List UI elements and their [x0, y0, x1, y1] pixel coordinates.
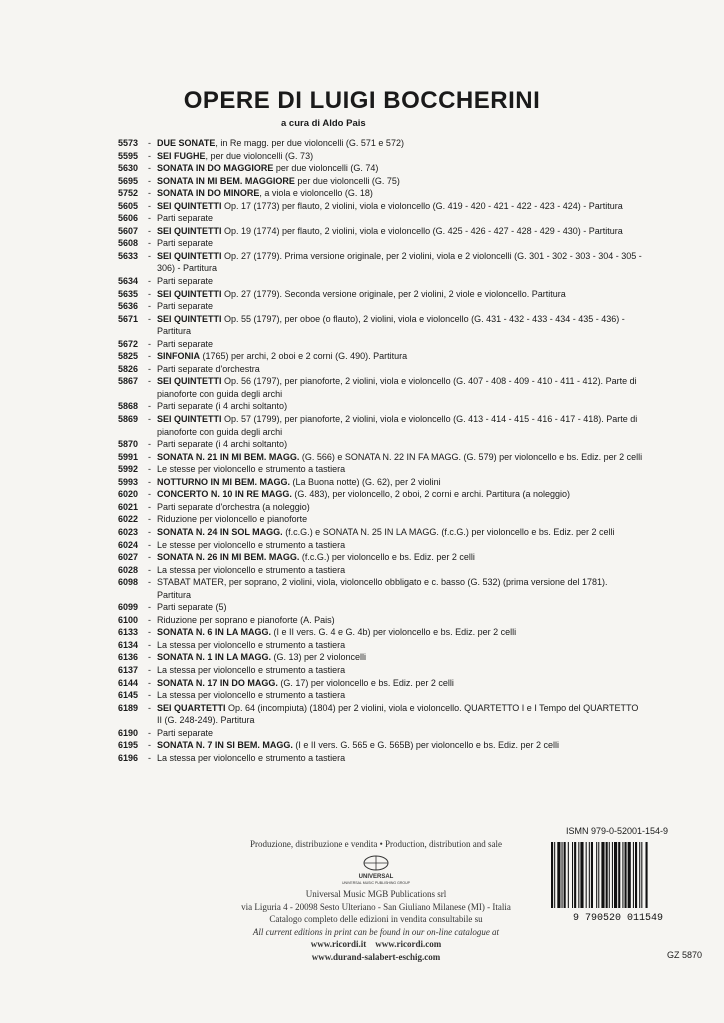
- entry-number: 6190: [118, 727, 139, 738]
- entry-number: 5870: [118, 439, 139, 450]
- footer-catalog-en: All current editions in print can be found in our on-line catalogue at: [252, 926, 500, 937]
- entry-title: SEI QUINTETTI: [157, 313, 222, 324]
- entry-title: SONATA N. 17 IN DO MAGG.: [157, 677, 278, 688]
- entry-description: [157, 438, 643, 451]
- entry-details: Parti separate: [157, 238, 214, 249]
- entry-details: Parti separate: [157, 276, 214, 287]
- entry-number: 6144: [118, 677, 139, 688]
- entry-description: [157, 225, 643, 238]
- entry-title: SEI QUINTETTI: [157, 376, 222, 387]
- entry-description: [157, 150, 643, 163]
- entry-number: 5633: [118, 250, 139, 261]
- entry-details: Parti separate: [157, 301, 214, 312]
- footer-distribution-line: Produzione, distribuzione e vendita • Production, distribution and sale: [249, 839, 503, 849]
- entry-number: 6195: [118, 740, 139, 751]
- catalog-entry: [118, 539, 643, 552]
- ismn-label: ISMN 979-0-52001-154-9: [565, 826, 669, 836]
- catalog-entry: [118, 225, 643, 238]
- entry-dash: -: [148, 363, 151, 374]
- catalog-entry: [118, 689, 643, 702]
- logo-subtext: UNIVERSAL MUSIC PUBLISHING GROUP: [342, 881, 410, 885]
- catalog-entry: [118, 614, 643, 627]
- entry-details: Parti separate (i 4 archi soltanto): [157, 401, 288, 412]
- entry-details: La stessa per violoncello e strumento a tastiera: [157, 664, 346, 675]
- entry-number: 6189: [118, 702, 139, 713]
- entry-description: [157, 651, 643, 664]
- catalog-entry: [118, 463, 643, 476]
- web-link-ricordi-it[interactable]: www.ricordi.it: [310, 939, 367, 949]
- entry-dash: -: [148, 138, 151, 148]
- entry-dash: -: [148, 526, 151, 537]
- entry-dash: -: [148, 276, 151, 287]
- entry-dash: -: [148, 213, 151, 224]
- entry-details: (f.c.G.) e SONATA N. 25 IN LA MAGG. (f.c.G.) per violoncello e bs. Ediz. per 2 celli: [282, 526, 615, 537]
- entry-dash: -: [148, 614, 151, 625]
- entry-title: SEI QUINTETTI: [157, 414, 222, 425]
- entry-description: [157, 564, 643, 577]
- entry-dash: -: [148, 288, 151, 299]
- entry-details: Parti separate d'orchestra: [157, 363, 260, 374]
- catalog-entry: [118, 488, 643, 501]
- entry-dash: -: [148, 664, 151, 675]
- entry-details: Parti separate (5): [157, 602, 227, 613]
- entry-number: 6099: [118, 602, 139, 613]
- entry-dash: -: [148, 376, 151, 387]
- entry-details: per due violoncelli (G. 74): [273, 163, 379, 174]
- entry-description: [157, 752, 643, 765]
- entry-details: Op. 57 (1799), per pianoforte, 2 violini, viola e violoncello (G. 413 - 414 - 415 - 416 - 417 - 418). Parte di pianoforte con guida degli archi: [157, 414, 638, 437]
- entry-description: [157, 576, 643, 601]
- entry-details: Op. 64 (incompiuta) (1804) per 2 violini, viola e violoncello. QUARTETTO I e I Tempo del QUARTETTO II (G. 248-249). Partitura: [157, 702, 639, 726]
- entry-details: Op. 56 (1797), per pianoforte, 2 violini, viola e violoncello (G. 407 - 408 - 409 - 410 - 411 - 412). Parte di pianoforte con guida degli archi: [157, 376, 637, 399]
- entry-number: 5869: [118, 414, 139, 425]
- entry-description: [157, 350, 643, 363]
- entry-description: [157, 677, 643, 690]
- entry-number: 5607: [118, 225, 139, 236]
- catalog-entry: [118, 639, 643, 652]
- entry-description: [157, 162, 643, 175]
- entry-description: [157, 739, 643, 752]
- catalog-entry: [118, 651, 643, 664]
- entry-description: [157, 250, 643, 275]
- entry-dash: -: [148, 200, 151, 211]
- entry-number: 5608: [118, 238, 139, 249]
- entry-dash: -: [148, 414, 151, 425]
- entry-number: 5992: [118, 464, 139, 475]
- entry-title: SONATA N. 6 IN LA MAGG.: [157, 627, 271, 638]
- entry-title: SEI QUINTETTI: [157, 250, 222, 261]
- catalog-entry: [118, 237, 643, 250]
- catalog-entry: [118, 150, 643, 163]
- entry-details: La stessa per violoncello e strumento a tastiera: [157, 752, 346, 763]
- entry-details: Op. 17 (1773) per flauto, 2 violini, viola e violoncello (G. 419 - 420 - 421 - 422 - 423 - 424) - Partitura: [221, 200, 623, 211]
- catalog-entry: [118, 350, 643, 363]
- entry-details: Le stesse per violoncello e strumento a tastiera: [157, 464, 346, 475]
- entry-description: [157, 639, 643, 652]
- entry-description: [157, 338, 643, 351]
- catalog-entry: [118, 413, 643, 438]
- catalog-entry: [118, 601, 643, 614]
- entry-title: SEI QUINTETTI: [157, 225, 222, 236]
- entry-description: [157, 300, 643, 313]
- entry-description: [157, 689, 643, 702]
- entry-details: Op. 27 (1779). Prima versione originale, per 2 violini, viola e 2 violoncelli (G. 301 - 302 - 303 - 304 - 305 - 306) - Partitura: [157, 250, 642, 274]
- catalog-entry: [118, 363, 643, 376]
- entry-number: 5636: [118, 301, 139, 312]
- catalog-entry: [118, 175, 643, 188]
- entry-dash: -: [148, 338, 151, 349]
- catalog-entry: [118, 564, 643, 577]
- entry-number: 5825: [118, 351, 139, 362]
- catalog-entry: [118, 526, 643, 539]
- entry-description: [157, 237, 643, 250]
- catalog-entry: [118, 626, 643, 639]
- entry-details: Le stesse per violoncello e strumento a tastiera: [157, 539, 346, 550]
- entry-number: 6024: [118, 539, 139, 550]
- entry-dash: -: [148, 175, 151, 186]
- barcode: [549, 842, 687, 922]
- entry-dash: -: [148, 702, 151, 713]
- entry-details: La stessa per violoncello e strumento a tastiera: [157, 639, 346, 650]
- logo-text: UNIVERSAL: [358, 874, 394, 880]
- entry-description: [157, 488, 643, 501]
- catalog-entry: [118, 200, 643, 213]
- entry-description: [157, 313, 643, 338]
- entry-number: 6023: [118, 526, 139, 537]
- entry-number: 5630: [118, 163, 139, 174]
- web-link-ricordi-com[interactable]: www.ricordi.com: [375, 939, 442, 949]
- entry-title: SONATA N. 26 IN MI BEM. MAGG.: [157, 552, 300, 563]
- entry-description: [157, 501, 643, 514]
- catalog-entry: [118, 513, 643, 526]
- entry-dash: -: [148, 627, 151, 638]
- catalog-entry: [118, 551, 643, 564]
- entry-dash: -: [148, 451, 151, 462]
- entry-dash: -: [148, 150, 151, 161]
- entry-title: SONATA N. 21 IN MI BEM. MAGG.: [157, 451, 300, 462]
- entry-dash: -: [148, 514, 151, 525]
- entry-description: [157, 539, 643, 552]
- entry-dash: -: [148, 489, 151, 500]
- entry-title: SINFONIA: [157, 351, 201, 362]
- catalog-entry: [118, 137, 643, 150]
- footer-websites: [210, 938, 542, 951]
- entry-number: 5695: [118, 175, 139, 186]
- entry-description: [157, 614, 643, 627]
- entry-title: NOTTURNO IN MI BEM. MAGG.: [157, 476, 290, 487]
- entry-description: [157, 664, 643, 677]
- entry-number: 5606: [118, 213, 139, 224]
- entry-description: [157, 137, 643, 150]
- entry-number: 6137: [118, 664, 139, 675]
- footer-company: Universal Music MGB Publications srl: [305, 889, 447, 899]
- entry-number: 6145: [118, 690, 139, 701]
- entry-details: (G. 483), per violoncello, 2 oboi, 2 corni e archi. Partitura (a noleggio): [291, 489, 571, 500]
- page-title: OPERE DI LUIGI BOCCHERINI: [183, 87, 541, 114]
- catalog-entry: [118, 338, 643, 351]
- entry-dash: -: [148, 652, 151, 663]
- entry-details: Riduzione per soprano e pianoforte (A. Pais): [157, 614, 335, 625]
- entry-details: Op. 55 (1797), per oboe (o flauto), 2 violini, viola e violoncello (G. 431 - 432 - 433 - 434 - 435 - 436) - Partitura: [157, 313, 625, 337]
- catalog-entry: [118, 677, 643, 690]
- entry-description: [157, 551, 643, 564]
- entry-description: [157, 451, 643, 464]
- page-subtitle: a cura di Aldo Pais: [281, 118, 366, 129]
- globe-icon: [362, 853, 390, 871]
- entry-number: 6136: [118, 652, 139, 663]
- entry-dash: -: [148, 464, 151, 475]
- catalog-entry: [118, 501, 643, 514]
- footer-catalog-it: Catalogo completo delle edizioni in vendita consultabile su: [269, 914, 483, 924]
- entry-description: [157, 175, 643, 188]
- entry-number: 5826: [118, 363, 139, 374]
- entry-description: [157, 187, 643, 200]
- catalog-entry: [118, 451, 643, 464]
- catalog-entry: [118, 739, 643, 752]
- entry-dash: -: [148, 476, 151, 487]
- entry-dash: -: [148, 690, 151, 701]
- entry-dash: -: [148, 401, 151, 412]
- entry-number: 6133: [118, 627, 139, 638]
- entry-description: [157, 476, 643, 489]
- web-link-durand[interactable]: www.durand-salabert-eschig.com: [311, 951, 441, 962]
- entry-details: Op. 19 (1774) per flauto, 2 violini, viola e violoncello (G. 425 - 426 - 427 - 428 - 429 - 430) - Partitura: [221, 225, 623, 236]
- entry-dash: -: [148, 752, 151, 763]
- catalog-entry: [118, 187, 643, 200]
- entry-number: 5672: [118, 338, 139, 349]
- entry-dash: -: [148, 313, 151, 324]
- entry-description: [157, 400, 643, 413]
- catalog-entry: [118, 476, 643, 489]
- footer-address: via Liguria 4 - 20098 Sesto Ulteriano - San Giuliano Milanese (MI) - Italia: [241, 901, 511, 912]
- universal-logo: [336, 853, 416, 887]
- catalog-list: [118, 137, 643, 764]
- entry-details: Op. 27 (1779). Seconda versione originale, per 2 violini, 2 viole e violoncello. Partitura: [221, 288, 566, 299]
- catalog-entry: [118, 313, 643, 338]
- entry-description: [157, 513, 643, 526]
- entry-dash: -: [148, 577, 151, 588]
- entry-number: 5671: [118, 313, 139, 324]
- entry-details: , a viola e violoncello (G. 18): [259, 188, 373, 199]
- entry-dash: -: [148, 163, 151, 174]
- entry-description: [157, 413, 643, 438]
- entry-dash: -: [148, 301, 151, 312]
- entry-title: SEI QUINTETTI: [157, 288, 222, 299]
- entry-details: Parti separate: [157, 727, 214, 738]
- entry-number: 5991: [118, 451, 139, 462]
- entry-description: [157, 526, 643, 539]
- entry-title: SONATA IN DO MAGGIORE: [157, 163, 274, 174]
- entry-number: 5573: [118, 138, 139, 148]
- entry-dash: -: [148, 250, 151, 261]
- entry-description: [157, 727, 643, 740]
- entry-dash: -: [148, 439, 151, 450]
- catalog-entry: [118, 752, 643, 765]
- entry-dash: -: [148, 225, 151, 236]
- entry-title: SONATA IN MI BEM. MAGGIORE: [157, 175, 295, 186]
- entry-dash: -: [148, 564, 151, 575]
- entry-description: [157, 288, 643, 301]
- entry-details: Parti separate d'orchestra (a noleggio): [157, 501, 310, 512]
- entry-dash: -: [148, 539, 151, 550]
- entry-number: 5595: [118, 150, 139, 161]
- entry-number: 5867: [118, 376, 139, 387]
- entry-dash: -: [148, 639, 151, 650]
- entry-details: (1765) per archi, 2 oboi e 2 corni (G. 490). Partitura: [200, 351, 408, 362]
- catalog-entry: [118, 702, 643, 727]
- entry-details: (G. 566) e SONATA N. 22 IN FA MAGG. (G. 579) per violoncello e bs. Ediz. per 2 celli: [299, 451, 643, 462]
- entry-dash: -: [148, 501, 151, 512]
- entry-dash: -: [148, 727, 151, 738]
- entry-number: 6027: [118, 552, 139, 563]
- entry-number: 6020: [118, 489, 139, 500]
- entry-number: 6021: [118, 501, 139, 512]
- entry-number: 5752: [118, 188, 139, 199]
- entry-title: CONCERTO N. 10 IN RE MAGG.: [157, 489, 292, 500]
- catalog-entry: [118, 400, 643, 413]
- entry-description: [157, 200, 643, 213]
- catalog-entry: [118, 288, 643, 301]
- entry-number: 6098: [118, 577, 139, 588]
- catalog-entry: [118, 576, 643, 601]
- catalog-entry: [118, 727, 643, 740]
- publisher-footer: [210, 838, 542, 963]
- entry-details: (La Buona notte) (G. 62), per 2 violini: [290, 476, 441, 487]
- entry-description: [157, 363, 643, 376]
- entry-description: [157, 375, 643, 400]
- entry-details: Parti separate (i 4 archi soltanto): [157, 439, 288, 450]
- entry-description: [157, 275, 643, 288]
- catalog-code: GZ 5870: [667, 950, 703, 960]
- entry-details: , per due violoncelli (G. 73): [205, 150, 314, 161]
- entry-details: Riduzione per violoncello e pianoforte: [157, 514, 308, 525]
- entry-dash: -: [148, 740, 151, 751]
- entry-details: , in Re magg. per due violoncelli (G. 571 e 572): [215, 138, 404, 148]
- entry-title: SEI FUGHE: [157, 150, 206, 161]
- entry-details: Parti separate: [157, 338, 214, 349]
- catalog-entry: [118, 275, 643, 288]
- entry-number: 6134: [118, 639, 139, 650]
- entry-dash: -: [148, 677, 151, 688]
- entry-title: SONATA N. 24 IN SOL MAGG.: [157, 526, 283, 537]
- entry-number: 5868: [118, 401, 139, 412]
- entry-details: (G. 13) per 2 violoncelli: [271, 652, 367, 663]
- entry-dash: -: [148, 351, 151, 362]
- entry-number: 6100: [118, 614, 139, 625]
- catalog-entry: [118, 162, 643, 175]
- catalog-entry: [118, 438, 643, 451]
- entry-details: per due violoncelli (G. 75): [294, 175, 400, 186]
- entry-number: 6022: [118, 514, 139, 525]
- entry-description: [157, 702, 643, 727]
- entry-details: (I e II vers. G. 565 e G. 565B) per violoncello e bs. Ediz. per 2 celli: [292, 740, 559, 751]
- entry-title: SEI QUARTETTI: [157, 702, 226, 713]
- entry-details: (f.c.G.) per violoncello e bs. Ediz. per 2 celli: [299, 552, 475, 563]
- entry-number: 5635: [118, 288, 139, 299]
- barcode-digits: 9 790520 011549: [572, 913, 664, 922]
- catalog-entry: [118, 212, 643, 225]
- entry-title: SONATA N. 7 IN SI BEM. MAGG.: [157, 740, 293, 751]
- entry-title: DUE SONATE: [157, 138, 216, 148]
- entry-number: 6196: [118, 752, 139, 763]
- entry-number: 5605: [118, 200, 139, 211]
- entry-details: (I e II vers. G. 4 e G. 4b) per violoncello e bs. Ediz. per 2 celli: [271, 627, 517, 638]
- entry-dash: -: [148, 188, 151, 199]
- entry-number: 6028: [118, 564, 139, 575]
- catalog-entry: [118, 664, 643, 677]
- entry-title: SONATA N. 1 IN LA MAGG.: [157, 652, 271, 663]
- entry-description: [157, 601, 643, 614]
- entry-title: SEI QUINTETTI: [157, 200, 222, 211]
- entry-details: Parti separate: [157, 213, 214, 224]
- entry-number: 5634: [118, 276, 139, 287]
- entry-details: La stessa per violoncello e strumento a tastiera: [157, 564, 346, 575]
- entry-description: [157, 463, 643, 476]
- catalog-entry: [118, 300, 643, 313]
- catalog-entry: [118, 250, 643, 275]
- entry-title: SONATA IN DO MINORE: [157, 188, 260, 199]
- entry-description: [157, 626, 643, 639]
- entry-description: [157, 212, 643, 225]
- entry-number: 5993: [118, 476, 139, 487]
- entry-dash: -: [148, 552, 151, 563]
- entry-details: STABAT MATER, per soprano, 2 violini, viola, violoncello obbligato e c. basso (G. 532) (prima versione del 1781). Partitura: [157, 577, 608, 600]
- catalog-entry: [118, 375, 643, 400]
- entry-dash: -: [148, 602, 151, 613]
- entry-details: (G. 17) per violoncello e bs. Ediz. per 2 celli: [277, 677, 454, 688]
- entry-details: La stessa per violoncello e strumento a tastiera: [157, 690, 346, 701]
- entry-dash: -: [148, 238, 151, 249]
